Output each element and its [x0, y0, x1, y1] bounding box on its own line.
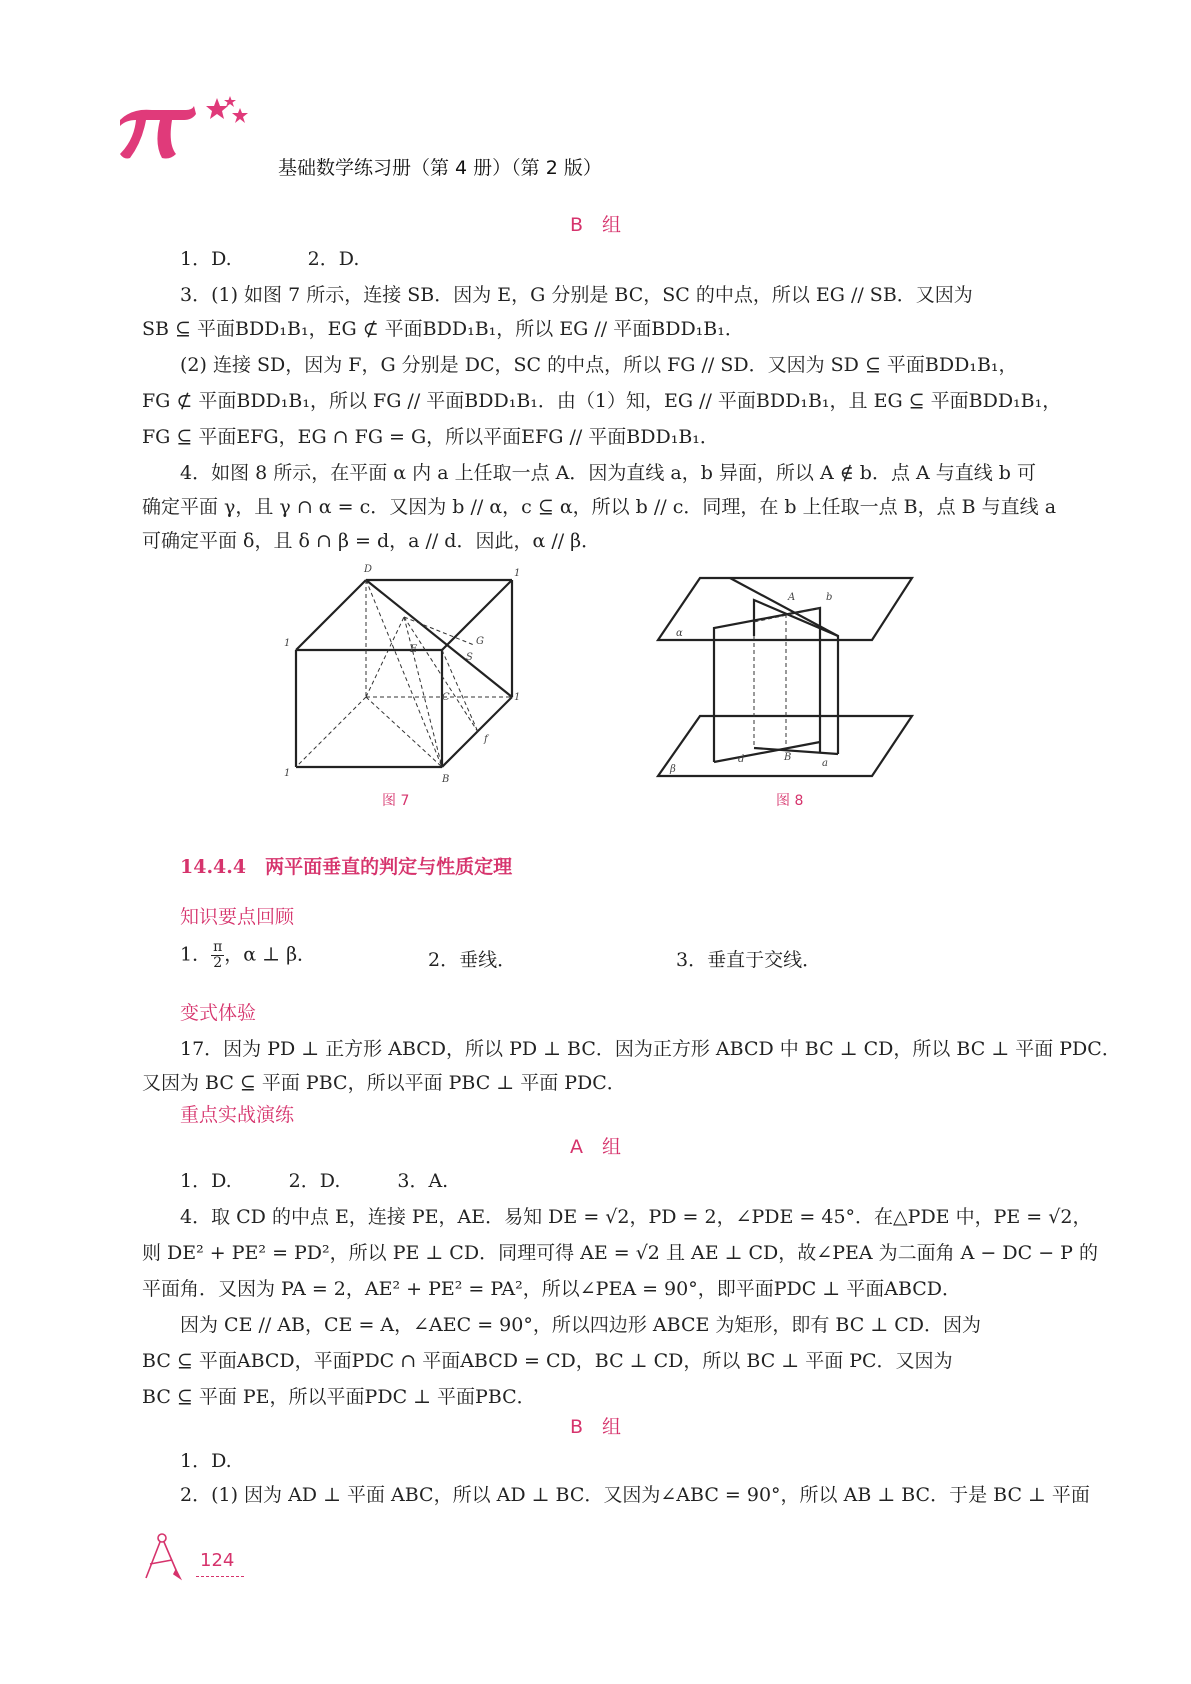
practice-answer: 则 DE² + PE² = PD²，所以 PE ⊥ CD．同理可得 AE = √2 且 AE ⊥ CD，故∠PEA 为二面角 A − DC − P 的 — [142, 1242, 1098, 1264]
practice-answer: 2．(1) 因为 AD ⊥ 平面 ABC，所以 AD ⊥ BC．又因为∠ABC = 90°，所以 AB ⊥ BC．于是 BC ⊥ 平面 — [180, 1484, 1090, 1506]
page-number: 124 — [200, 1550, 235, 1571]
answer-line: 1．D. 2．D. — [180, 248, 360, 270]
pi-logo-icon — [112, 92, 262, 182]
section-title-14-4-4: 14.4.4 两平面垂直的判定与性质定理 — [180, 856, 513, 878]
review-answer-3: 3．垂直于交线． — [676, 949, 822, 971]
figure-7-caption: 图 7 — [382, 793, 410, 809]
fig8-label-b-line: b — [826, 592, 833, 603]
fig7-label-c1: 1 — [514, 692, 520, 703]
figure-7-diagram — [280, 560, 520, 785]
fig7-label-g: G — [476, 636, 484, 647]
answer-line: FG ⊆ 平面EFG，EG ∩ FG = G，所以平面EFG // 平面BDD₁B₁． — [142, 426, 719, 448]
review-answer-1-prefix: 1． — [180, 943, 212, 966]
fig7-label-d1: 1 — [514, 568, 520, 579]
figure-8-caption: 图 8 — [776, 793, 804, 809]
review-heading: 知识要点回顾 — [180, 906, 295, 928]
pi-over-2-fraction — [211, 940, 224, 971]
answer-line: SB ⊆ 平面BDD₁B₁，EG ⊄ 平面BDD₁B₁，所以 EG // 平面BDD₁B₁． — [142, 318, 744, 340]
variation-answer: 17．因为 PD ⊥ 正方形 ABCD，所以 PD ⊥ BC．因为正方形 ABCD 中 BC ⊥ CD，所以 BC ⊥ 平面 PDC． — [180, 1038, 1121, 1060]
fraction-denominator: 2 — [213, 955, 223, 971]
fig7-label-s: S — [466, 652, 473, 663]
practice-answer: 1．D. 2．D. 3．A. — [180, 1170, 449, 1192]
answer-line: FG ⊄ 平面BDD₁B₁，所以 FG // 平面BDD₁B₁．由（1）知，EG // 平面BDD₁B₁，且 EG ⊆ 平面BDD₁B₁， — [142, 390, 1062, 412]
practice-answer: BC ⊆ 平面ABCD，平面PDC ∩ 平面ABCD = CD，BC ⊥ CD，所以 BC ⊥ 平面 PC．又因为 — [142, 1350, 953, 1372]
section-heading-a-group: A 组 — [570, 1136, 621, 1158]
fig8-label-d: d — [738, 754, 745, 765]
section-heading-b-group: B 组 — [569, 214, 622, 236]
variation-answer: 又因为 BC ⊆ 平面 PBC，所以平面 PBC ⊥ 平面 PDC． — [142, 1072, 626, 1094]
answer-line: (2) 连接 SD，因为 F，G 分别是 DC，SC 的中点，所以 FG // SD．又因为 SD ⊆ 平面BDD₁B₁， — [180, 354, 1018, 376]
page-number-underline — [196, 1576, 244, 1577]
fig8-label-a-point: A — [788, 592, 796, 603]
fig7-label-b: B — [442, 774, 450, 785]
review-answer-2: 2．垂线． — [428, 949, 517, 971]
practice-answer: 因为 CE // AB，CE = A，∠AEC = 90°，所以四边形 ABCE 为矩形，即有 BC ⊥ CD．因为 — [180, 1314, 981, 1336]
fig7-label-f: f — [484, 734, 488, 745]
answer-line: 确定平面 γ，且 γ ∩ α = c．又因为 b // α，c ⊆ α，所以 b // c．同理，在 b 上任取一点 B，点 B 与直线 a — [142, 496, 1057, 518]
review-answer-1 — [180, 940, 1063, 971]
practice-answer: BC ⊆ 平面 PE，所以平面PDC ⊥ 平面PBC． — [142, 1386, 536, 1408]
practice-heading: 重点实战演练 — [180, 1104, 295, 1126]
fraction-numerator: π — [213, 939, 223, 955]
fig8-label-alpha: α — [676, 628, 683, 639]
compass-icon — [140, 1530, 196, 1582]
answer-line: 4．如图 8 所示，在平面 α 内 a 上任取一点 A．因为直线 a，b 异面，所以 A ∉ b．点 A 与直线 b 可 — [180, 462, 1037, 484]
fig8-label-b-point: B — [784, 752, 792, 763]
review-answer-1-suffix: ，α ⊥ β． — [224, 943, 317, 966]
answer-line: 3．(1) 如图 7 所示，连接 SB．因为 E，G 分别是 BC，SC 的中点，所以 EG // SB．又因为 — [180, 284, 973, 306]
fig8-label-a-line: a — [822, 758, 828, 769]
variation-heading: 变式体验 — [180, 1002, 257, 1024]
fig8-label-beta: β — [670, 764, 676, 775]
fig7-label-e: E — [410, 644, 418, 655]
practice-answer: 平面角．又因为 PA = 2，AE² + PE² = PA²，所以∠PEA = 90°，即平面PDC ⊥ 平面ABCD． — [142, 1278, 962, 1300]
practice-answer: 4．取 CD 的中点 E，连接 PE，AE．易知 DE = √2，PD = 2，∠PDE = 45°．在△PDE 中，PE = √2， — [180, 1206, 1092, 1228]
fig7-label-c: C — [442, 692, 450, 703]
fig7-label-b1: 1 — [284, 768, 291, 779]
practice-answer: 1．D. — [180, 1450, 232, 1472]
header-title: 基础数学练习册（第 4 册）（第 2 版） — [278, 157, 602, 179]
fig7-label-a1: 1 — [284, 638, 291, 649]
figure-8-diagram — [650, 570, 930, 780]
section-heading-b-group-2: B 组 — [569, 1416, 622, 1438]
answer-line: 可确定平面 δ，且 δ ∩ β = d，a // d．因此，α // β． — [142, 530, 601, 552]
fig7-label-d: D — [364, 564, 373, 575]
